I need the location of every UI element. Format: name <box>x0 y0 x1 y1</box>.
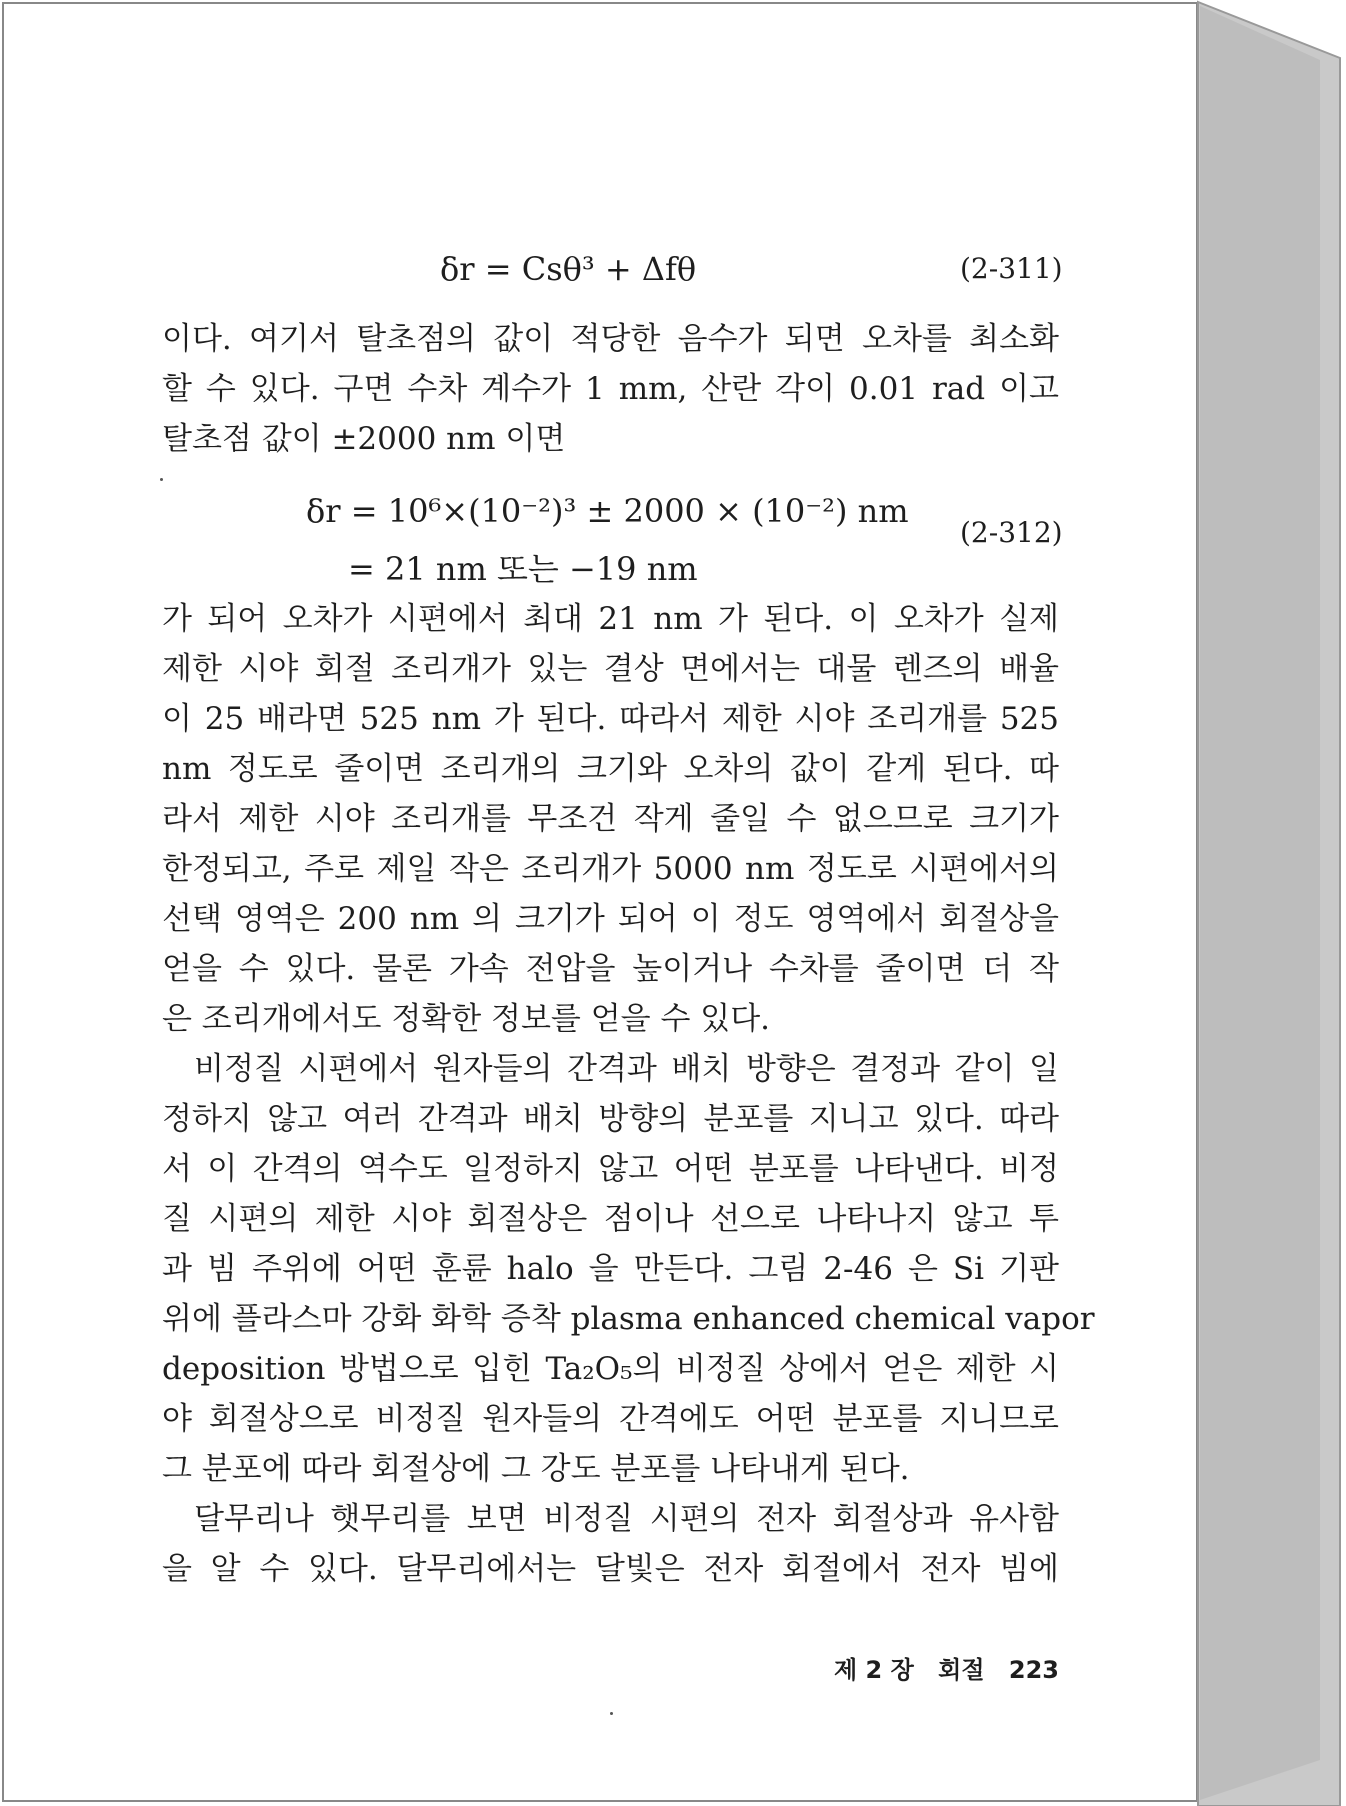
text-line: 야 회절상으로 비정질 원자들의 간격에도 어떤 분포를 지니므로 <box>162 1401 1059 1437</box>
page-footer <box>834 1650 1059 1685</box>
text-line: 이다. 여기서 탈초점의 값이 적당한 음수가 되면 오차를 최소화 <box>162 321 1059 357</box>
text-line: 할 수 있다. 구면 수차 계수가 1 mm, 산란 각이 0.01 rad 이고 <box>162 371 1059 407</box>
page-number: 223 <box>1008 1656 1059 1684</box>
text-line: 을 알 수 있다. 달무리에서는 달빛은 전자 회절에서 전자 빔에 <box>162 1551 1059 1587</box>
equation-number-2-312: (2-312) <box>960 516 1063 549</box>
text-line: 가 되어 오차가 시편에서 최대 21 nm 가 된다. 이 오차가 실제 <box>162 601 1059 637</box>
text-line: 선택 영역은 200 nm 의 크기가 되어 이 정도 영역에서 회절상을 <box>162 901 1059 937</box>
text-line: 얻을 수 있다. 물론 가속 전압을 높이거나 수차를 줄이면 더 작 <box>162 951 1059 987</box>
chapter-title: 회절 <box>938 1656 985 1684</box>
text-line: 제한 시야 회절 조리개가 있는 결상 면에서는 대물 렌즈의 배율 <box>162 651 1059 687</box>
text-line: 비정질 시편에서 원자들의 간격과 배치 방향은 결정과 같이 일 <box>194 1051 1059 1087</box>
equation-2-312-line1: δr = 10⁶×(10⁻²)³ ± 2000 × (10⁻²) nm <box>306 492 909 530</box>
text-line: 질 시편의 제한 시야 회절상은 점이나 선으로 나타나지 않고 투 <box>162 1201 1059 1237</box>
text-line: 한정되고, 주로 제일 작은 조리개가 5000 nm 정도로 시편에서의 <box>162 851 1059 887</box>
equation-2-311: δr = Csθ³ + Δfθ <box>440 250 697 288</box>
text-line: 탈초점 값이 ±2000 nm 이면 <box>162 421 566 457</box>
text-line: 라서 제한 시야 조리개를 무조건 작게 줄일 수 없으므로 크기가 <box>162 801 1059 837</box>
text-line: nm 정도로 줄이면 조리개의 크기와 오차의 값이 같게 된다. 따 <box>162 751 1059 787</box>
text-line: 이 25 배라면 525 nm 가 된다. 따라서 제한 시야 조리개를 525 <box>162 701 1059 737</box>
text-line: 은 조리개에서도 정확한 정보를 얻을 수 있다. <box>162 1001 771 1037</box>
speck <box>160 478 163 481</box>
equation-number-2-311: (2-311) <box>960 252 1063 285</box>
text-line: 과 빔 주위에 어떤 훈륜 halo 을 만든다. 그림 2-46 은 Si 기판 <box>162 1251 1059 1287</box>
text-line: 서 이 간격의 역수도 일정하지 않고 어떤 분포를 나타낸다. 비정 <box>162 1151 1059 1187</box>
chapter-label: 제 2 장 <box>834 1656 914 1684</box>
text-line: 위에 플라스마 강화 화학 증착 plasma enhanced chemical vapor <box>162 1301 1095 1337</box>
text-line: deposition 방법으로 입힌 Ta₂O₅의 비정질 상에서 얻은 제한 시 <box>162 1351 1059 1387</box>
text-line: 정하지 않고 여러 간격과 배치 방향의 분포를 지니고 있다. 따라 <box>162 1101 1059 1137</box>
equation-2-312-line2: = 21 nm 또는 −19 nm <box>348 550 698 588</box>
speck <box>610 1712 613 1715</box>
text-line: 달무리나 햇무리를 보면 비정질 시편의 전자 회절상과 유사함 <box>194 1501 1059 1537</box>
text-line: 그 분포에 따라 회절상에 그 강도 분포를 나타내게 된다. <box>162 1451 910 1487</box>
